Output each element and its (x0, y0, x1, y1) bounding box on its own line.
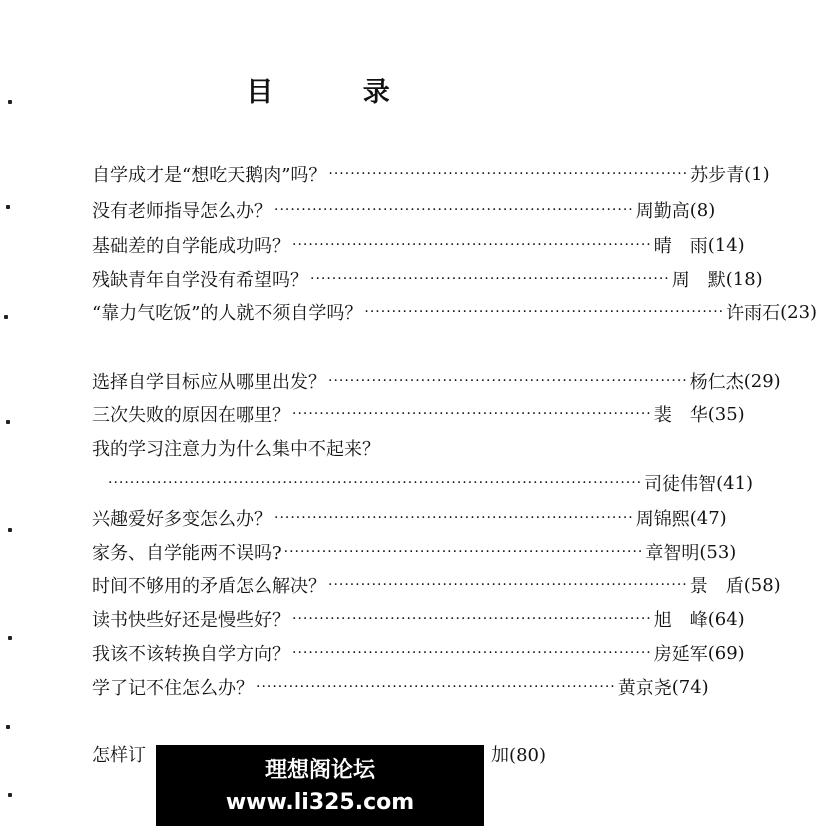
entry-page: 加(80) (491, 745, 546, 766)
scan-mark (4, 315, 8, 319)
scan-mark (8, 636, 12, 640)
leader-dots: ·································································· (274, 510, 634, 526)
toc-entry[interactable] (92, 571, 781, 599)
watermark-line-2: www.li325.com (225, 790, 415, 815)
toc-entry[interactable] (92, 196, 716, 224)
entry-author: 房延军 (653, 644, 708, 665)
entry-page: (41) (716, 472, 754, 494)
entry-page: (58) (743, 574, 781, 596)
leader-dots: ·································································· (292, 237, 652, 253)
toc-entry[interactable] (92, 231, 745, 259)
entry-author: 周 默 (671, 270, 726, 291)
entry-page: (18) (725, 268, 763, 290)
entry-title: 没有老师指导怎么办？ (92, 201, 272, 222)
entry-author: 黄京尧 (617, 678, 672, 699)
entry-page: (53) (699, 541, 737, 563)
entry-title: 残缺青年自学没有希望吗？ (92, 270, 308, 291)
entry-title: 我的学习注意力为什么集中不起来？ (92, 439, 380, 460)
leader-dots: ·································································· (292, 645, 652, 661)
entry-title: 时间不够用的矛盾怎么解决？ (92, 576, 326, 597)
toc-entry-continuation[interactable] (92, 469, 754, 497)
entry-title: 选择自学目标应从哪里出发？ (92, 372, 326, 393)
entry-title: 基础差的自学能成功吗？ (92, 236, 290, 257)
entry-title: 学了记不住怎么办？ (92, 678, 254, 699)
entry-author: 许雨石 (726, 303, 781, 324)
entry-author: 晴 雨 (653, 236, 708, 257)
toc-entry[interactable] (92, 538, 737, 566)
watermark-banner (156, 745, 484, 826)
entry-title: 三次失败的原因在哪里？ (92, 405, 290, 426)
scan-mark (8, 793, 12, 797)
entry-page: (47) (689, 507, 727, 529)
entry-author: 周锦熙 (635, 509, 690, 530)
toc-entry[interactable] (92, 160, 770, 188)
leader-dots: ·································································· (328, 577, 688, 593)
leader-dots: ·································································································· (108, 475, 643, 491)
entry-page: (64) (707, 608, 745, 630)
leader-dots: ·································································· (283, 544, 644, 560)
entry-title: 读书快些好还是慢些好？ (92, 610, 290, 631)
toc-entry[interactable] (92, 367, 781, 395)
entry-author: 旭 峰 (653, 610, 708, 631)
entry-author: 周勤高 (635, 201, 690, 222)
entry-page: (69) (707, 642, 745, 664)
entry-author: 苏步青 (690, 165, 745, 186)
entry-title: 自学成才是“想吃天鹅肉”吗？ (92, 165, 327, 186)
scan-mark (6, 725, 10, 729)
entry-title: 家务、自学能两不误吗? (92, 543, 282, 564)
toc-entry[interactable] (92, 605, 745, 633)
leader-dots: ·································································· (328, 373, 688, 389)
entry-title: 兴趣爱好多变怎么办？ (92, 509, 272, 530)
toc-entry[interactable] (92, 298, 817, 326)
leader-dots: ·································································· (328, 166, 689, 182)
entry-page: (74) (671, 676, 709, 698)
leader-dots: ·································································· (364, 304, 725, 320)
leader-dots: ·································································· (256, 679, 616, 695)
leader-dots: ·································································· (292, 611, 652, 627)
entry-author: 章智明 (645, 543, 700, 564)
toc-entry[interactable] (92, 265, 763, 293)
toc-entry[interactable] (92, 673, 709, 701)
toc-entry[interactable] (92, 400, 745, 428)
page-title: 目 录 (246, 77, 430, 108)
entry-page: (23) (780, 301, 817, 323)
toc-entry[interactable] (92, 504, 727, 532)
scan-mark (6, 205, 10, 209)
entry-page: (29) (743, 370, 781, 392)
toc-entry[interactable] (92, 434, 546, 462)
leader-dots: ·································································· (274, 202, 634, 218)
scan-mark (8, 528, 12, 532)
entry-title: “靠力气吃饭”的人就不须自学吗？ (92, 303, 363, 324)
entry-author: 杨仁杰 (689, 372, 744, 393)
leader-dots: ·································································· (310, 271, 670, 287)
entry-title: 我该不该转换自学方向？ (92, 644, 290, 665)
toc-entry[interactable] (92, 639, 745, 667)
watermark-line-1: 理想阁论坛 (264, 758, 375, 783)
entry-author: 景 盾 (689, 576, 744, 597)
entry-page: (1) (744, 163, 770, 185)
entry-page: (35) (707, 403, 745, 425)
entry-author: 裴 华 (653, 405, 708, 426)
scan-mark (6, 420, 10, 424)
leader-dots: ·································································· (292, 406, 652, 422)
entry-title: 怎样订 (92, 745, 146, 766)
entry-page: (8) (689, 199, 716, 221)
entry-author: 司徒伟智 (644, 474, 717, 495)
entry-page: (14) (707, 234, 745, 256)
scan-mark (8, 100, 12, 104)
